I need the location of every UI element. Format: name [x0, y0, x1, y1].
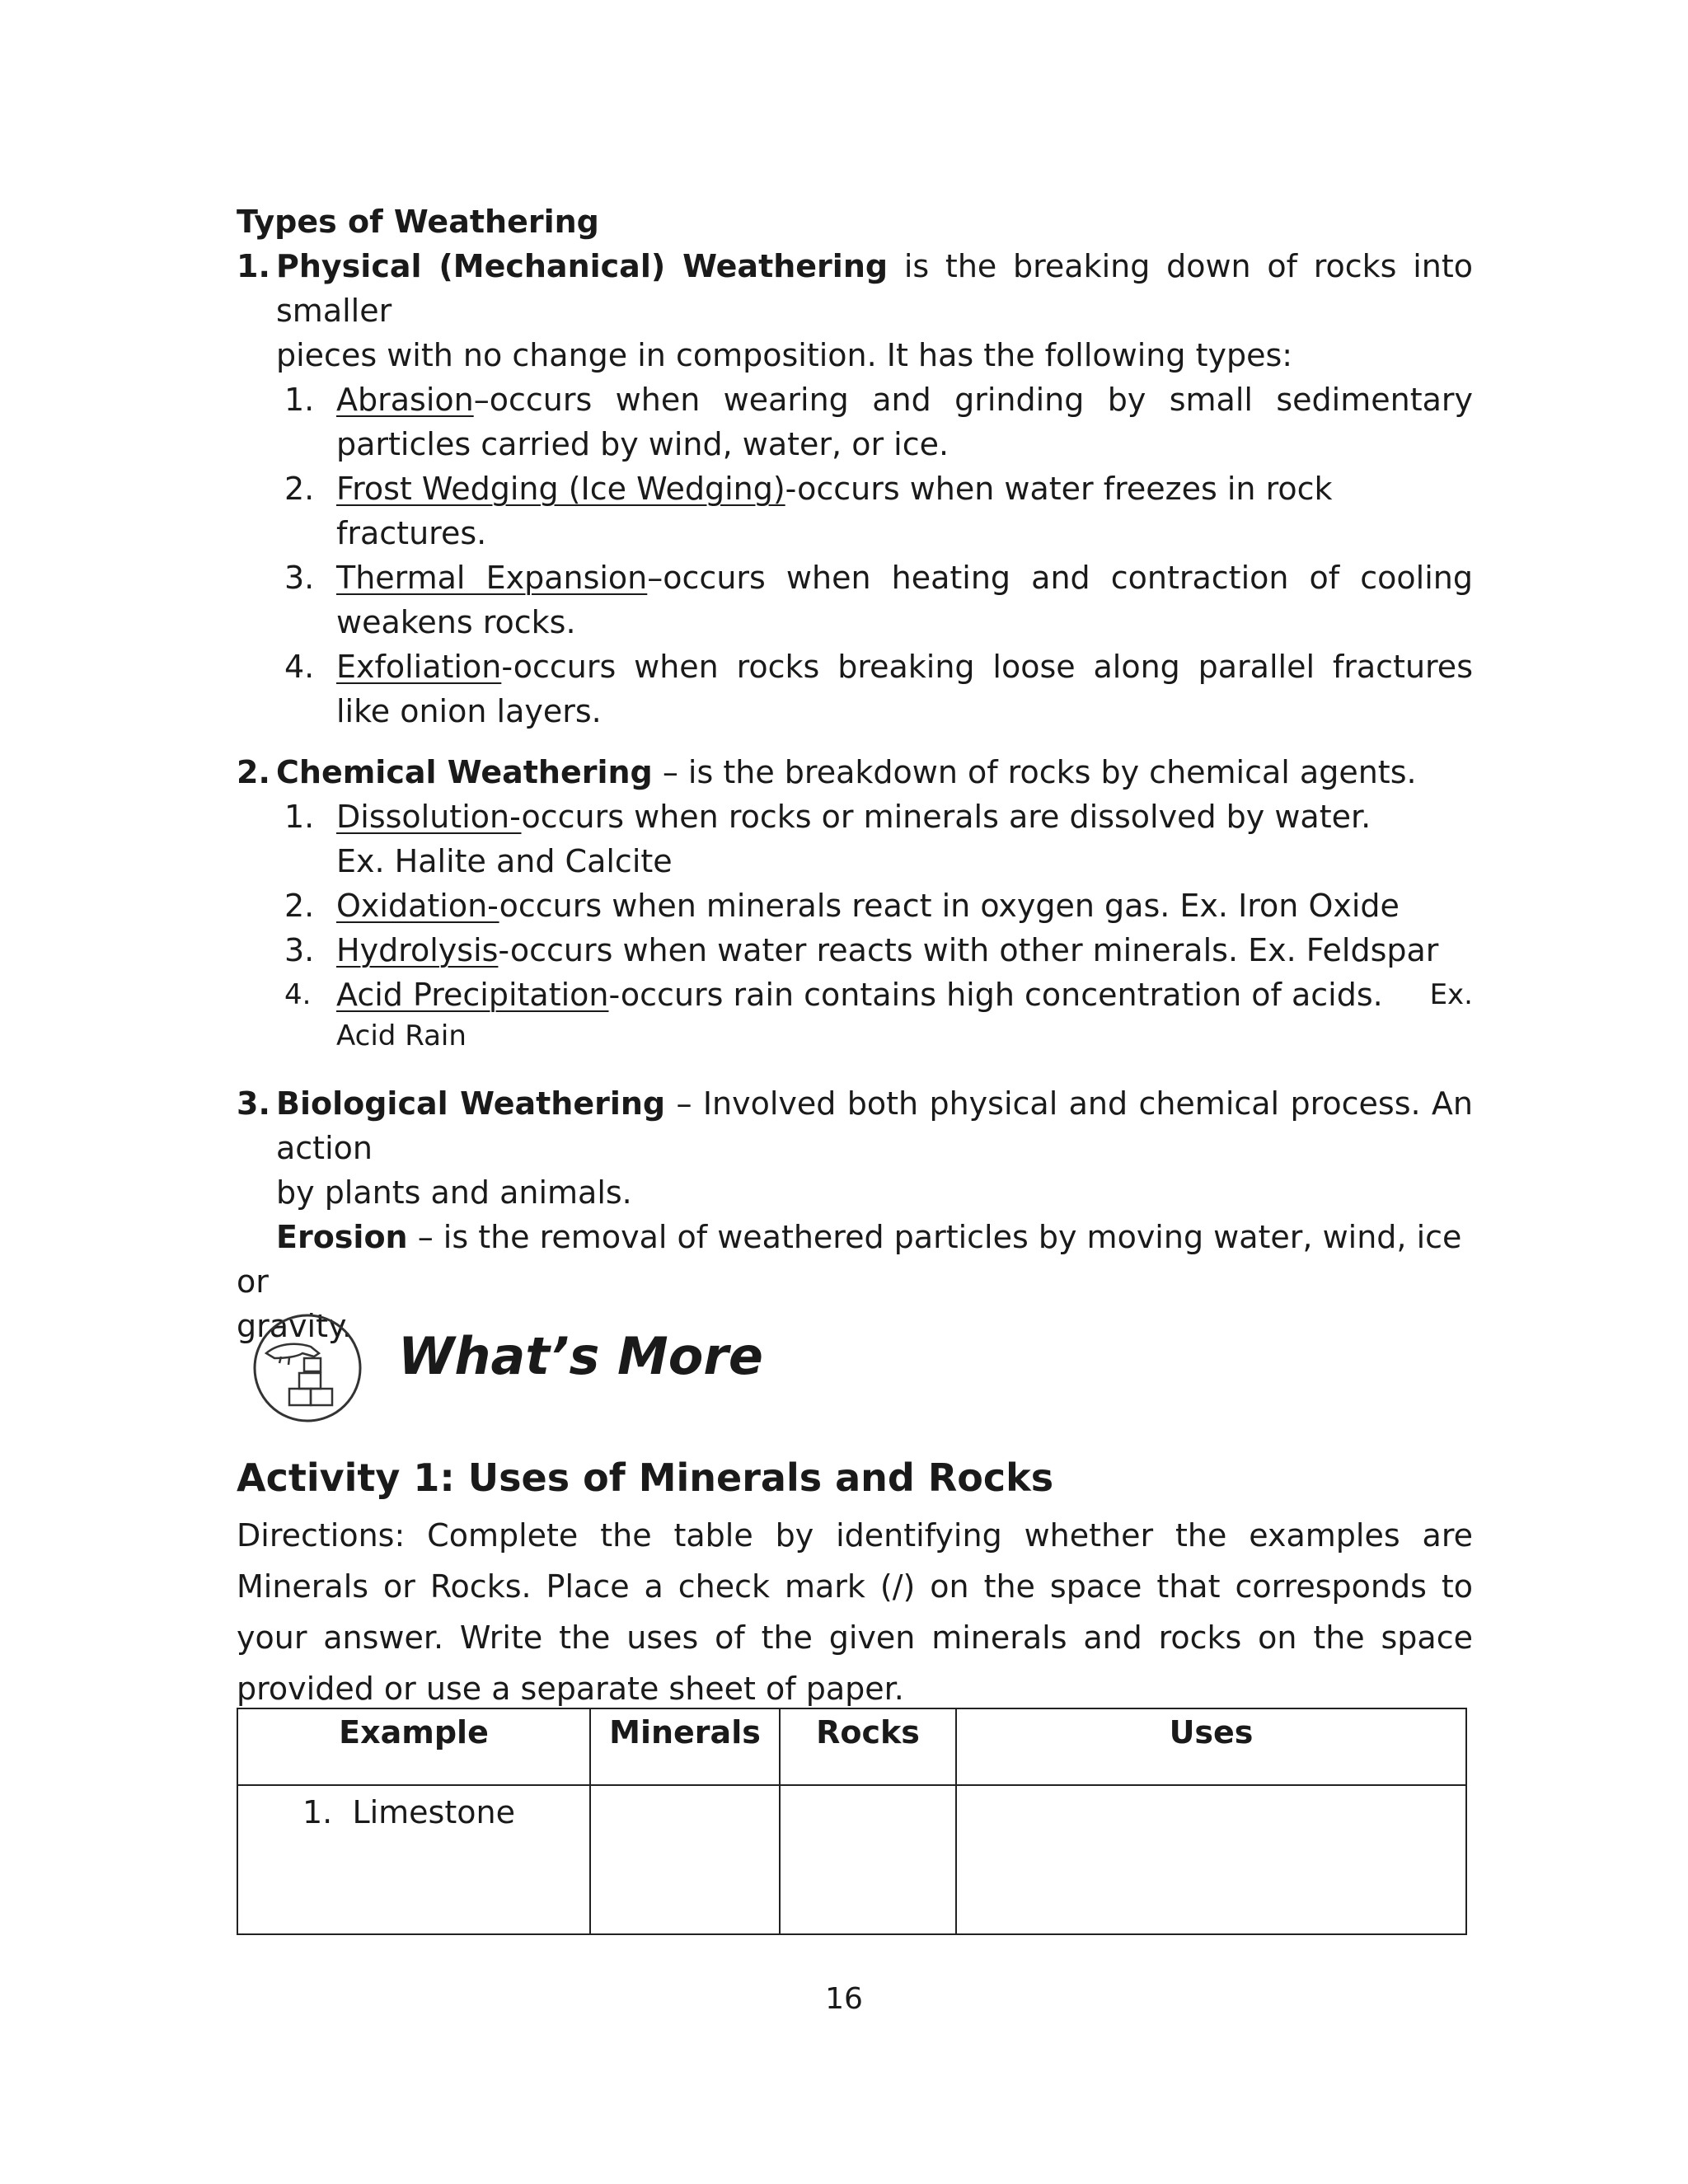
hand-stacking-blocks-icon	[250, 1310, 365, 1426]
example-cell: 1. Limestone	[237, 1785, 590, 1934]
list-item: 4. Exfoliation-occurs when rocks breaking loose along parallel fractures like onion layers.	[284, 649, 1473, 729]
chemical-weathering: 2. Chemical Weathering – is the breakdown of rocks by chemical agents.	[237, 750, 1473, 794]
section-number: 3.	[237, 1085, 270, 1122]
term-abrasion: Abrasion	[336, 382, 474, 418]
section-desc: is the breaking down of rocks into smaller	[276, 248, 1473, 329]
list-item: 3. Hydrolysis-occurs when water reacts with other minerals. Ex. Feldspar	[284, 932, 1439, 968]
section-name: Physical (Mechanical) Weathering	[276, 248, 889, 284]
term-hydrolysis: Hydrolysis	[336, 932, 499, 968]
section-name: Biological Weathering	[276, 1085, 666, 1122]
erosion-term: Erosion	[276, 1219, 408, 1255]
activity-directions: Directions: Complete the table by identifying whether the examples are Minerals or Rocks. Place a check mark (/) on the space that corresponds to your answer. Write the uses of the given minerals and rocks on the space provided or use a separate sheet of paper.	[237, 1517, 1473, 1707]
list-item: 1. Dissolution-occurs when rocks or minerals are dissolved by water. Ex. Halite and Calcite	[284, 799, 1372, 879]
term-dissolution: Dissolution-	[336, 799, 522, 835]
answer-table	[237, 1708, 1467, 1935]
list-item: 4. Acid Precipitation-occurs rain contains high concentration of acids. Ex. Acid Rain	[284, 972, 1473, 1055]
table-row	[237, 1785, 1466, 1934]
term-acid-precipitation: Acid Precipitation	[336, 977, 609, 1013]
term-thermal-expansion: Thermal Expansion	[336, 560, 648, 596]
section-number: 1.	[237, 248, 270, 284]
section-title: Types of Weathering	[237, 204, 599, 240]
list-item: 2. Frost Wedging (Ice Wedging)-occurs when water freezes in rock fractures.	[284, 471, 1333, 551]
section-name: Chemical Weathering	[276, 754, 653, 790]
term-oxidation: Oxidation-	[336, 888, 499, 924]
section-desc-cont: pieces with no change in composition. It has the following types:	[276, 337, 1293, 373]
term-frost-wedging: Frost Wedging (Ice Wedging)	[336, 471, 785, 507]
activity-title: Activity 1: Uses of Minerals and Rocks	[237, 1455, 1054, 1500]
example-text: Ex. Halite and Calcite	[336, 843, 673, 879]
whats-more-header	[250, 1310, 763, 1426]
weathering-section: Types of Weathering 1. Physical (Mechanical) Weathering is the breaking down of rocks into smaller pieces with no change in composition. It has the following types: 1. Abrasion–occurs when wearing and grinding by small sedimentary particles carried by wind, water, or ice. 2. Frost Wedging (Ice Wedging)-occurs when water freezes in rock fractures. 3. Thermal Expansion–occurs when heating and contraction of cooling weakens rocks. 4. Exfoliation-occurs when rocks breaking loose along parallel fractures like onion layers. 2. Chemical Weathering – is the breakdown of rocks by chemical agents. 1. Dissolution-occurs when rocks or minerals are dissolved by water. Ex. Halite and Calcite 2. Oxidation-occurs when minerals react in oxygen gas. Ex. Iron Oxide 3. Hydrolysis-occurs when water reacts with other minerals. Ex. Feldspar 4. Acid Precipitation-occurs rain contains high concentration of acids. Ex. Acid Rain 3. Biological Weathering – Involved both physical and chemical process. An action by plants and animals. Erosion – is the removal of weathered particles by moving water, wind, ice or gravity.	[237, 199, 1473, 1348]
activity-section	[237, 1451, 1473, 1714]
whats-more-title: What’s More	[398, 1325, 763, 1386]
term-exfoliation: Exfoliation	[336, 649, 502, 685]
list-item: 2. Oxidation-occurs when minerals react in oxygen gas. Ex. Iron Oxide	[284, 888, 1400, 924]
example-text: Acid Rain	[336, 1019, 467, 1052]
header-example: Example	[237, 1708, 590, 1785]
erosion-definition: Erosion – is the removal of weathered particles by moving water, wind, ice or gravity.	[237, 1219, 1462, 1344]
list-item: 1. Abrasion–occurs when wearing and grinding by small sedimentary particles carried by wind, water, or ice.	[284, 382, 1473, 462]
header-uses: Uses	[956, 1708, 1466, 1785]
minerals-cell[interactable]	[590, 1785, 780, 1934]
header-rocks: Rocks	[780, 1708, 956, 1785]
physical-weathering	[237, 244, 1473, 333]
rocks-cell[interactable]	[780, 1785, 956, 1934]
section-number: 2.	[237, 754, 270, 790]
list-item: 3. Thermal Expansion–occurs when heating and contraction of cooling weakens rocks.	[284, 560, 1473, 640]
biological-weathering: 3. Biological Weathering – Involved both physical and chemical process. An action	[237, 1081, 1473, 1170]
page-number: 16	[825, 1982, 863, 2016]
uses-cell[interactable]	[956, 1785, 1466, 1934]
header-minerals: Minerals	[590, 1708, 780, 1785]
